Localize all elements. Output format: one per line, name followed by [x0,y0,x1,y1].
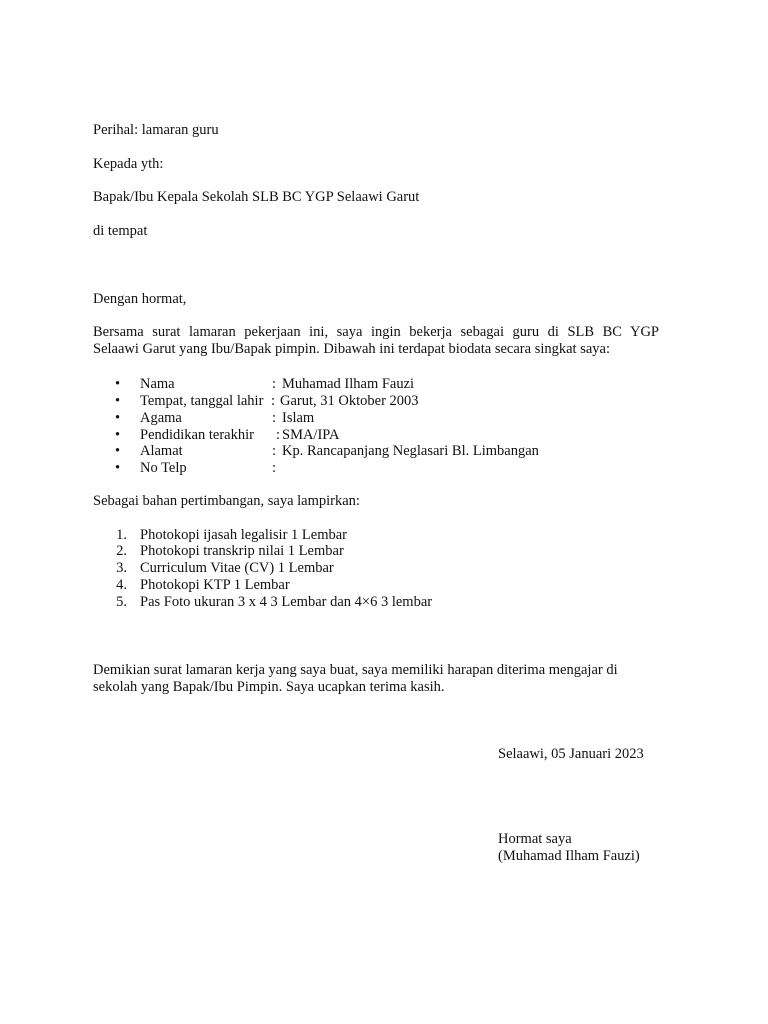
bullet-icon: • [115,427,121,443]
biodata-label: Agama [140,410,182,426]
intro-line-1: Bersama surat lamaran pekerjaan ini, saya ingin bekerja sebagai guru di SLB BC YGP [93,324,659,340]
to-label: Kepada yth: [93,156,164,172]
bullet-icon: • [115,460,121,476]
attachment-text: Photokopi ijasah legalisir 1 Lembar [140,527,347,543]
attachment-number: 2. [116,543,127,559]
biodata-label: No Telp [140,460,187,476]
bullet-icon: • [115,443,121,459]
biodata-value: SMA/IPA [282,427,340,443]
attachment-number: 1. [116,527,127,543]
biodata-label: Pendidikan terakhir [140,427,254,443]
intro-paragraph [93,324,659,358]
place-line: di tempat [93,223,148,239]
attachment-text: Photokopi KTP 1 Lembar [140,577,290,593]
biodata-colon: : [272,443,277,459]
attachment-text: Photokopi transkrip nilai 1 Lembar [140,543,344,559]
letter-date: Selaawi, 05 Januari 2023 [498,746,644,762]
signoff: Hormat saya [498,831,572,847]
intro-line-2: Selaawi Garut yang Ibu/Bapak pimpin. Dibawah ini terdapat biodata secara singkat saya: [93,341,611,357]
subject-line: Perihal: lamaran guru [93,122,219,138]
biodata-colon: : [276,427,281,443]
attachment-number: 4. [116,577,127,593]
biodata-colon: : [272,460,277,476]
closing-line-2: sekolah yang Bapak/Ibu Pimpin. Saya ucapkan terima kasih. [93,679,445,695]
signer-name: (Muhamad Ilham Fauzi) [498,848,640,864]
biodata-colon: : [272,376,277,392]
biodata-value: Islam [282,410,315,426]
greeting: Dengan hormat, [93,291,187,307]
recipient-line: Bapak/Ibu Kepala Sekolah SLB BC YGP Selaawi Garut [93,189,420,205]
bullet-icon: • [115,410,121,426]
attachment-number: 3. [116,560,127,576]
biodata-label: Nama [140,376,175,392]
bullet-icon: • [115,376,121,392]
biodata-value: Kp. Rancapanjang Neglasari Bl. Limbangan [282,443,539,459]
bullet-icon: • [115,393,121,409]
attachments-intro: Sebagai bahan pertimbangan, saya lampirkan: [93,493,360,509]
biodata-colon: : [271,393,276,409]
closing-line-1: Demikian surat lamaran kerja yang saya buat, saya memiliki harapan diterima mengajar di [93,662,618,678]
biodata-label: Tempat, tanggal lahir [140,393,264,409]
biodata-colon: : [272,410,277,426]
attachment-text: Curriculum Vitae (CV) 1 Lembar [140,560,334,576]
biodata-value: Muhamad Ilham Fauzi [282,376,415,392]
closing-paragraph [93,662,659,696]
attachment-number: 5. [116,594,127,610]
biodata-value: Garut, 31 Oktober 2003 [280,393,419,409]
attachment-text: Pas Foto ukuran 3 x 4 3 Lembar dan 4×6 3 lembar [140,594,433,610]
biodata-label: Alamat [140,443,183,459]
